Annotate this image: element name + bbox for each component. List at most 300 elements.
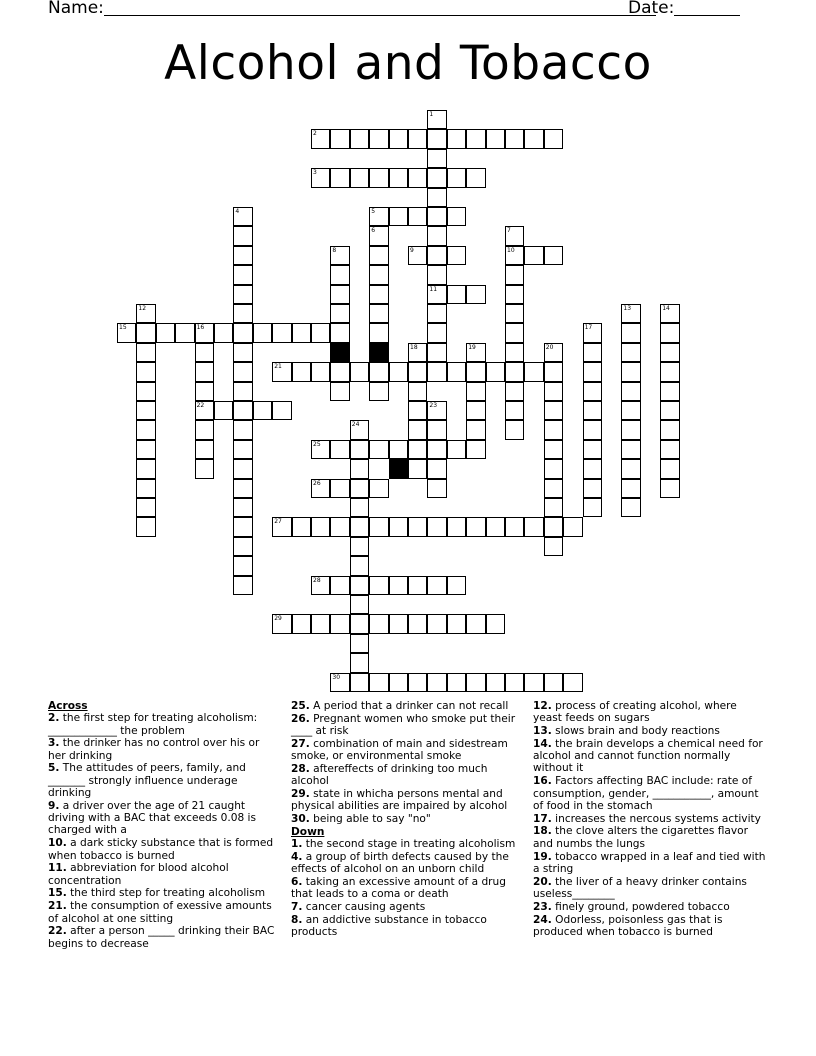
grid-cell[interactable]: [330, 614, 349, 633]
clue-item-number: 27.: [291, 737, 310, 750]
grid-cell[interactable]: [369, 265, 388, 284]
grid-cell[interactable]: [117, 323, 136, 342]
grid-cell[interactable]: [544, 673, 563, 692]
grid-cell[interactable]: [447, 246, 466, 265]
grid-cell[interactable]: [544, 498, 563, 517]
grid-cell[interactable]: [136, 401, 155, 420]
grid-cell[interactable]: [330, 323, 349, 342]
grid-cell[interactable]: [466, 401, 485, 420]
grid-cell[interactable]: [583, 459, 602, 478]
grid-cell[interactable]: [195, 323, 214, 342]
grid-cell[interactable]: [369, 614, 388, 633]
grid-cell[interactable]: [272, 323, 291, 342]
grid-cell[interactable]: [544, 459, 563, 478]
grid-cell[interactable]: [195, 401, 214, 420]
grid-cell[interactable]: [311, 479, 330, 498]
clue-item-text: the second stage in treating alcoholism: [305, 838, 516, 851]
grid-cell[interactable]: [350, 479, 369, 498]
grid-cell[interactable]: [389, 517, 408, 536]
clue-number: 27: [274, 518, 282, 526]
grid-cell[interactable]: [330, 304, 349, 323]
grid-cell[interactable]: [136, 459, 155, 478]
grid-cell[interactable]: [253, 323, 272, 342]
grid-cell[interactable]: [583, 479, 602, 498]
grid-cell[interactable]: [233, 207, 252, 226]
grid-cell[interactable]: [369, 382, 388, 401]
grid-cell[interactable]: [408, 401, 427, 420]
grid-cell[interactable]: [369, 285, 388, 304]
grid-cell[interactable]: [505, 420, 524, 439]
grid-cell[interactable]: [136, 479, 155, 498]
grid-cell[interactable]: [505, 285, 524, 304]
grid-cell[interactable]: [408, 129, 427, 148]
grid-cell[interactable]: [544, 517, 563, 536]
clue-item-text: finely ground, powdered tobacco: [555, 900, 730, 913]
grid-cell[interactable]: [389, 207, 408, 226]
grid-cell[interactable]: [369, 673, 388, 692]
grid-cell[interactable]: [621, 479, 640, 498]
grid-cell[interactable]: [408, 246, 427, 265]
grid-cell[interactable]: [524, 129, 543, 148]
grid-cell[interactable]: [466, 129, 485, 148]
grid-cell[interactable]: [427, 149, 446, 168]
grid-cell[interactable]: [233, 362, 252, 381]
grid-cell[interactable]: [292, 323, 311, 342]
grid-cell[interactable]: [311, 517, 330, 536]
grid-cell[interactable]: [272, 401, 291, 420]
grid-cell[interactable]: [505, 129, 524, 148]
grid-cell[interactable]: [408, 382, 427, 401]
grid-cell[interactable]: [369, 168, 388, 187]
grid-cell[interactable]: [621, 459, 640, 478]
grid-cell[interactable]: [369, 362, 388, 381]
grid-cell[interactable]: [486, 362, 505, 381]
clue-item: [533, 914, 769, 939]
clue-item-text: the consumption of exessive amounts of alcohol at one sitting: [48, 900, 272, 925]
grid-cell[interactable]: [447, 168, 466, 187]
page-title: Alcohol and Tobacco: [164, 36, 652, 91]
grid-cell[interactable]: [466, 168, 485, 187]
grid-cell[interactable]: [583, 440, 602, 459]
grid-cell[interactable]: [311, 168, 330, 187]
grid-cell[interactable]: [350, 556, 369, 575]
grid-cell[interactable]: [233, 382, 252, 401]
clue-item-text: Pregnant women who smoke put their ____ at risk: [291, 712, 516, 738]
grid-cell[interactable]: [427, 226, 446, 245]
clue-item-number: 25.: [291, 700, 310, 712]
grid-cell[interactable]: [195, 459, 214, 478]
grid-cell[interactable]: [544, 343, 563, 362]
grid-cell[interactable]: [350, 517, 369, 536]
grid-cell[interactable]: [621, 323, 640, 342]
clue-number: 28: [313, 576, 321, 584]
grid-cell[interactable]: [330, 576, 349, 595]
clue-item: [533, 825, 769, 850]
grid-cell[interactable]: [660, 343, 679, 362]
grid-cell[interactable]: [233, 401, 252, 420]
grid-cell[interactable]: [505, 226, 524, 245]
grid-cell[interactable]: [233, 556, 252, 575]
clue-item: [533, 901, 769, 913]
grid-cell[interactable]: [369, 440, 388, 459]
grid-cell[interactable]: [427, 517, 446, 536]
grid-cell[interactable]: [427, 110, 446, 129]
grid-cell[interactable]: [408, 420, 427, 439]
grid-cell[interactable]: [544, 479, 563, 498]
grid-cell[interactable]: [505, 517, 524, 536]
grid-cell[interactable]: [544, 362, 563, 381]
grid-cell[interactable]: [466, 440, 485, 459]
grid-cell[interactable]: [350, 440, 369, 459]
grid-cell[interactable]: [292, 517, 311, 536]
grid-cell[interactable]: [544, 420, 563, 439]
grid-cell[interactable]: [427, 362, 446, 381]
grid-cell[interactable]: [408, 459, 427, 478]
grid-cell[interactable]: [621, 304, 640, 323]
grid-cell[interactable]: [427, 614, 446, 633]
clue-item-number: 23.: [533, 900, 552, 913]
clue-item-text: the liver of a heavy drinker contains useless________: [533, 875, 747, 900]
grid-cell[interactable]: [660, 323, 679, 342]
grid-cell[interactable]: [408, 614, 427, 633]
grid-cell[interactable]: [486, 129, 505, 148]
grid-cell[interactable]: [311, 129, 330, 148]
name-label: Name:: [48, 0, 104, 18]
grid-cell[interactable]: [136, 343, 155, 362]
grid-cell[interactable]: [660, 362, 679, 381]
grid-cell[interactable]: [447, 207, 466, 226]
grid-cell[interactable]: [330, 440, 349, 459]
grid-cell[interactable]: [427, 188, 446, 207]
grid-cell[interactable]: [214, 323, 233, 342]
grid-cell[interactable]: [350, 653, 369, 672]
grid-cell[interactable]: [195, 440, 214, 459]
grid-cell[interactable]: [330, 285, 349, 304]
grid-cell[interactable]: [563, 517, 582, 536]
grid-cell[interactable]: [505, 401, 524, 420]
clue-item-number: 11.: [48, 862, 67, 875]
clue-item-text: A period that a drinker can not recall: [313, 700, 509, 712]
grid-cell[interactable]: [136, 362, 155, 381]
grid-cell[interactable]: [408, 440, 427, 459]
grid-cell[interactable]: [505, 362, 524, 381]
clue-item-number: 9.: [48, 799, 60, 812]
grid-cell[interactable]: [427, 207, 446, 226]
grid-cell[interactable]: [214, 401, 233, 420]
grid-cell[interactable]: [427, 343, 446, 362]
clue-column-3: [533, 700, 769, 939]
grid-cell[interactable]: [330, 673, 349, 692]
grid-cell[interactable]: [505, 382, 524, 401]
grid-cell[interactable]: [292, 614, 311, 633]
grid-cell[interactable]: [583, 382, 602, 401]
grid-cell[interactable]: [447, 517, 466, 536]
grid-cell[interactable]: [660, 459, 679, 478]
clue-item-number: 1.: [291, 838, 303, 851]
grid-cell[interactable]: [350, 168, 369, 187]
grid-cell[interactable]: [233, 479, 252, 498]
grid-cell[interactable]: [524, 517, 543, 536]
clue-item: [291, 901, 519, 913]
grid-cell[interactable]: [660, 420, 679, 439]
grid-cell[interactable]: [447, 362, 466, 381]
grid-cell[interactable]: [427, 459, 446, 478]
grid-cell[interactable]: [660, 479, 679, 498]
grid-cell[interactable]: [136, 420, 155, 439]
grid-cell[interactable]: [389, 168, 408, 187]
grid-cell[interactable]: [136, 440, 155, 459]
grid-cell[interactable]: [175, 323, 194, 342]
grid-cell[interactable]: [466, 382, 485, 401]
grid-cell[interactable]: [427, 285, 446, 304]
grid-cell[interactable]: [621, 382, 640, 401]
grid-cell[interactable]: [311, 440, 330, 459]
grid-cell[interactable]: [195, 362, 214, 381]
grid-cell[interactable]: [486, 673, 505, 692]
grid-cell[interactable]: [621, 440, 640, 459]
clue-number: 19: [468, 343, 476, 351]
grid-cell[interactable]: [233, 537, 252, 556]
grid-cell[interactable]: [427, 246, 446, 265]
grid-cell[interactable]: [369, 246, 388, 265]
clue-item: [291, 838, 519, 850]
clue-item-number: 7.: [291, 901, 303, 914]
grid-cell[interactable]: [330, 479, 349, 498]
grid-cell[interactable]: [544, 129, 563, 148]
grid-cell[interactable]: [427, 168, 446, 187]
grid-cell[interactable]: [330, 246, 349, 265]
grid-cell[interactable]: [505, 304, 524, 323]
grid-cell[interactable]: [466, 614, 485, 633]
grid-cell[interactable]: [621, 343, 640, 362]
grid-cell[interactable]: [466, 285, 485, 304]
grid-cell[interactable]: [233, 285, 252, 304]
grid-cell[interactable]: [136, 517, 155, 536]
grid-cell[interactable]: [195, 420, 214, 439]
grid-cell[interactable]: [427, 323, 446, 342]
grid-cell[interactable]: [330, 517, 349, 536]
grid-cell[interactable]: [408, 362, 427, 381]
clue-number: 7: [507, 227, 511, 235]
grid-cell[interactable]: [330, 129, 349, 148]
clue-item-text: state in whicha persons mental and physical abilities are impaired by alcohol: [291, 788, 508, 813]
grid-cell[interactable]: [408, 207, 427, 226]
grid-cell[interactable]: [136, 382, 155, 401]
grid-cell[interactable]: [136, 498, 155, 517]
grid-cell[interactable]: [524, 362, 543, 381]
grid-cell[interactable]: [233, 226, 252, 245]
grid-cell[interactable]: [427, 420, 446, 439]
clue-item-number: 20.: [533, 875, 552, 888]
clue-item: [48, 925, 276, 950]
grid-cell[interactable]: [524, 673, 543, 692]
grid-cell[interactable]: [233, 246, 252, 265]
clue-item-number: 4.: [291, 851, 303, 864]
grid-cell[interactable]: [583, 401, 602, 420]
grid-cell[interactable]: [389, 362, 408, 381]
grid-cell[interactable]: [350, 576, 369, 595]
grid-cell[interactable]: [292, 362, 311, 381]
grid-cell[interactable]: [350, 673, 369, 692]
grid-cell[interactable]: [505, 265, 524, 284]
grid-cell[interactable]: [311, 362, 330, 381]
clue-column-1: [48, 700, 276, 950]
clue-item-text: a group of birth defects caused by the effects of alcohol on an unborn child: [291, 851, 509, 876]
grid-cell[interactable]: [447, 576, 466, 595]
grid-cell[interactable]: [466, 673, 485, 692]
grid-cell[interactable]: [466, 362, 485, 381]
grid-cell[interactable]: [233, 343, 252, 362]
grid-cell[interactable]: [233, 459, 252, 478]
grid-cell[interactable]: [253, 401, 272, 420]
grid-cell[interactable]: [621, 401, 640, 420]
grid-cell[interactable]: [195, 382, 214, 401]
grid-cell[interactable]: [583, 323, 602, 342]
grid-cell[interactable]: [660, 401, 679, 420]
grid-cell[interactable]: [233, 440, 252, 459]
grid-cell[interactable]: [544, 246, 563, 265]
grid-cell[interactable]: [330, 382, 349, 401]
grid-cell[interactable]: [311, 614, 330, 633]
grid-cell[interactable]: [272, 614, 291, 633]
grid-cell[interactable]: [505, 343, 524, 362]
grid-cell[interactable]: [408, 168, 427, 187]
grid-cell[interactable]: [544, 537, 563, 556]
grid-cell[interactable]: [408, 576, 427, 595]
clue-item-text: taking an excessive amount of a drug that leads to a coma or death: [291, 876, 506, 901]
grid-cell[interactable]: [427, 673, 446, 692]
grid-cell[interactable]: [136, 304, 155, 323]
grid-cell[interactable]: [621, 420, 640, 439]
grid-cell[interactable]: [233, 498, 252, 517]
grid-cell[interactable]: [466, 343, 485, 362]
grid-cell[interactable]: [447, 614, 466, 633]
grid-cell[interactable]: [350, 595, 369, 614]
grid-cell[interactable]: [389, 614, 408, 633]
grid-cell[interactable]: [350, 420, 369, 439]
clue-number: 25: [313, 440, 321, 448]
grid-cell[interactable]: [505, 323, 524, 342]
clue-number: 9: [410, 246, 414, 254]
grid-cell[interactable]: [389, 673, 408, 692]
grid-cell[interactable]: [369, 323, 388, 342]
grid-cell[interactable]: [233, 576, 252, 595]
clue-number: 3: [313, 169, 317, 177]
clue-item-text: the drinker has no control over his or her drinking: [48, 737, 260, 762]
clue-number: 2: [313, 130, 317, 138]
grid-cell[interactable]: [311, 323, 330, 342]
clue-item-text: the brain develops a chemical need for alcohol and cannot function normally without it: [533, 737, 763, 775]
grid-cell[interactable]: [447, 129, 466, 148]
clue-item-number: 15.: [48, 887, 67, 900]
grid-cell[interactable]: [427, 129, 446, 148]
grid-cell[interactable]: [195, 343, 214, 362]
grid-cell[interactable]: [233, 304, 252, 323]
grid-cell[interactable]: [272, 517, 291, 536]
grid-cell[interactable]: [389, 440, 408, 459]
grid-cell[interactable]: [427, 440, 446, 459]
grid-cell[interactable]: [660, 440, 679, 459]
grid-cell[interactable]: [583, 420, 602, 439]
grid-cell[interactable]: [408, 517, 427, 536]
grid-cell[interactable]: [350, 129, 369, 148]
grid-cell[interactable]: [447, 440, 466, 459]
grid-cell[interactable]: [427, 576, 446, 595]
clue-number: 22: [196, 402, 205, 409]
grid-cell[interactable]: [330, 362, 349, 381]
grid-cell[interactable]: [369, 576, 388, 595]
grid-cell[interactable]: [427, 304, 446, 323]
grid-cell[interactable]: [583, 498, 602, 517]
grid-cell[interactable]: [660, 382, 679, 401]
grid-cell[interactable]: [447, 673, 466, 692]
grid-cell[interactable]: [486, 517, 505, 536]
clue-item-number: 18.: [533, 825, 552, 838]
grid-cell[interactable]: [350, 459, 369, 478]
grid-cell[interactable]: [583, 343, 602, 362]
grid-cell[interactable]: [660, 304, 679, 323]
grid-cell[interactable]: [389, 129, 408, 148]
grid-cell[interactable]: [583, 362, 602, 381]
grid-cell[interactable]: [621, 362, 640, 381]
grid-cell[interactable]: [233, 420, 252, 439]
grid-cell[interactable]: [369, 129, 388, 148]
grid-cell[interactable]: [136, 323, 155, 342]
grid-cell[interactable]: [156, 323, 175, 342]
grid-cell[interactable]: [524, 246, 543, 265]
grid-cell[interactable]: [427, 265, 446, 284]
grid-cell[interactable]: [466, 517, 485, 536]
grid-cell[interactable]: [350, 362, 369, 381]
grid-cell[interactable]: [563, 673, 582, 692]
grid-cell[interactable]: [369, 479, 388, 498]
grid-cell[interactable]: [408, 673, 427, 692]
grid-cell[interactable]: [369, 226, 388, 245]
clue-item-text: abbreviation for blood alcohol concentration: [48, 862, 229, 887]
grid-cell[interactable]: [486, 614, 505, 633]
grid-cell[interactable]: [311, 576, 330, 595]
grid-cell[interactable]: [350, 634, 369, 653]
grid-cell[interactable]: [544, 382, 563, 401]
grid-cell[interactable]: [330, 265, 349, 284]
grid-cell[interactable]: [350, 537, 369, 556]
clue-number: 15: [119, 324, 127, 332]
grid-cell[interactable]: [466, 420, 485, 439]
grid-cell[interactable]: [505, 246, 524, 265]
grid-cell[interactable]: [272, 362, 291, 381]
grid-cell[interactable]: [505, 673, 524, 692]
grid-cell[interactable]: [427, 479, 446, 498]
grid-cell[interactable]: [369, 517, 388, 536]
grid-cell[interactable]: [233, 517, 252, 536]
grid-cell[interactable]: [330, 168, 349, 187]
grid-cell[interactable]: [233, 323, 252, 342]
grid-cell[interactable]: [544, 401, 563, 420]
grid-cell[interactable]: [369, 207, 388, 226]
grid-cell[interactable]: [544, 440, 563, 459]
grid-cell[interactable]: [369, 304, 388, 323]
grid-cell[interactable]: [389, 576, 408, 595]
grid-cell[interactable]: [233, 265, 252, 284]
grid-cell[interactable]: [621, 498, 640, 517]
clue-item-text: the third step for treating alcoholism: [70, 887, 266, 900]
grid-cell[interactable]: [408, 343, 427, 362]
across-heading: Across: [48, 700, 88, 712]
grid-cell[interactable]: [447, 285, 466, 304]
grid-cell[interactable]: [350, 614, 369, 633]
grid-cell[interactable]: [427, 401, 446, 420]
grid-cell[interactable]: [350, 498, 369, 517]
